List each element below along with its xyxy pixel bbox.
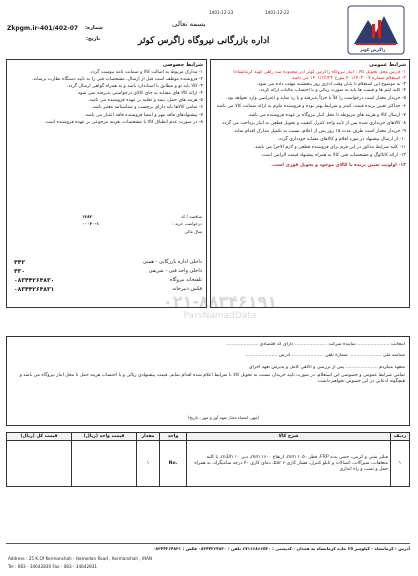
special-term-1: ۱- مدارک مربوط به اصالت کالا و ضمانت نامه پیوست گردد. [89, 70, 203, 75]
cell-unit: No. [160, 441, 187, 487]
special-term-5: ۵- هزینه های حمل، بیمه و تخلیه بر عهده فروشنده می باشد. [88, 98, 203, 104]
company-logo [346, 4, 406, 56]
col-unit-price: قیمت واحد (ریال) [72, 433, 137, 441]
special-term-6: ۶- تمامی کالاها باید دارای برچسب و شناسنامه معتبر باشد. [91, 105, 203, 111]
col-description: شرح کالا [187, 433, 391, 441]
request-no-value: ۰۰۰۳۰-۱ [82, 221, 100, 227]
watermark-brand: ParsNamadData [183, 311, 257, 321]
cell-description: فیلتر شنی و کربنی، جنس بدنه FRP، قطر ۱۰۵۰ mm، ارتفاع ۱۶۰۰ mm، دبی ۱۰ m3/h، با کلیه متعلقات، شیرآلات، اتصالات و تابلو کنترل، فشار کاری ۶ bar، دمای کاری ۴۰ درجه سانتیگراد، به همراه حمل و نصب و راه اندازی [187, 441, 391, 487]
general-term-5: ۵- خریدار مختار است درخواست را کلاً یا جزئاً پذیرفته و یا رد نماید و اعتراضی وارد نخواهد بود. [226, 96, 406, 102]
special-terms-title: شرایط خصوصی [162, 62, 203, 68]
supplier-line-3: متعهد میگردم ...................... پس از بررسی و آگاهی کامل و پذیرش تعهد اجرای [248, 365, 405, 370]
special-terms-box [6, 59, 207, 308]
contact-row [14, 276, 202, 285]
special-term-8: ۸- در صورت عدم انطباق کالا با مشخصات، هزینه مرجوعی بر عهده فروشنده است. [44, 119, 203, 125]
contact-value: ۴۴۲ [14, 259, 25, 266]
special-terms-list [9, 70, 203, 126]
general-term-3: ۳- به موضوع این استعلام تا پایان وقت اداری روز پنجشنبه مهلت داده می شود. [256, 82, 406, 88]
date-1: 1401-12-22 [265, 10, 290, 15]
footer-address-fa: آدرس : کرمانشاه - کیلومتر ۲۵ جاده کرمانشاه به همدان - کدپستی : ۶۷۱۶۶۸۶۶۵۳۰ تلفن : ۰۸۳۴۴۲۶۴۸۳۰ فکس : ۰۸۳۴۴۲۶۴۸۳۱ [153, 546, 410, 551]
general-term-7: ۷- ارسال کالا و هزینه های مربوطه تا محل انبار نیروگاه بر عهده فروشنده می باشد. [247, 112, 406, 118]
general-term-4: ۴- کلیه آیتم ها و قیمت ها باید به صورت ریالی و با احتساب مالیات ارائه گردد. [258, 88, 406, 94]
cell-unit-price[interactable] [72, 441, 137, 487]
contact-value: ۰۸۳۴۴۲۶۴۸۳۱ [14, 286, 55, 293]
col-total: قیمت کل (ریال) [7, 433, 72, 441]
tender-code-label: مناقصه / کد [181, 214, 202, 219]
contact-row [14, 285, 202, 294]
contact-value: ۴۳۰ [14, 268, 25, 275]
general-terms-title: شرایط عمومی [369, 62, 406, 68]
table-header-row [7, 433, 410, 441]
tender-code-value: ۱۳۸۲ [82, 214, 93, 219]
general-terms-box [210, 59, 410, 308]
date-label: تاریخ: [86, 36, 101, 42]
col-unit: واحد [160, 433, 187, 441]
contact-label: داخلی اداره بازرگانی - همتی [142, 259, 202, 265]
general-term-6: ۶- حداکثر تعیین برنده قیمت کمتر و شرایط بهتر بوده و فروشنده ملزم به ارائه ضمانت کالا می باشد. [215, 104, 406, 110]
request-info [82, 214, 202, 234]
general-term-9: ۹- خریدار مختار است ظرف مدت ۱۵ روز پس از اعلام، نسبت به تکمیل مدارک اقدام نماید. [233, 128, 406, 134]
general-term-1: ۱- آدرس محل تحویل کالا : انبار نیروگاه زاگرس کوثر (در محدوده سه راهی کهنه کرمانشاه) [233, 70, 406, 75]
special-term-3: ۳- کالا باید نو و مطابق با استاندارد باشد و به همراه گواهی ارسال گردد. [66, 84, 203, 90]
contact-label: داخلی واحد فنی - شریفی [148, 268, 202, 274]
date-2: 1401-12-23 [209, 10, 234, 15]
contact-value: ۰۸۳۴۴۲۶۴۸۳۰ [14, 277, 55, 284]
general-term-10: ۱۰- از ارسال پیشنهاد در مورد اقلام و کالاهای مشابه خودداری گردد. [277, 136, 406, 142]
footer-address-en: Address : 25 K.Of Kermanshah - Hamedan Road , Kermanshah , IRAN [8, 556, 153, 561]
signature-label: (مهر، امضاء مجاز تعهد آور و مهر ، تاریخ) [188, 415, 259, 420]
general-term-2: ۲- استعلام شماره ۴۰۱۱۴۰۲۰۰۷ مورخ ۱۴۰۱/۱۲/۲۲ می باشد. [290, 76, 406, 82]
general-terms-list [213, 70, 406, 169]
contact-label: فکس دبیرخانه [172, 286, 202, 292]
ref-number: Zkpgm.ir-401/402-07 [7, 25, 79, 32]
tender-code-row [82, 214, 202, 219]
contact-label: تلفنخانه نیروگاه [169, 277, 202, 283]
supplier-declaration-box [6, 336, 410, 426]
org-title: اداره بازرگانی نیروگاه زاگرس کوثر [138, 36, 270, 46]
request-no-label: درخواست خرید : [172, 221, 202, 227]
supplier-line-1: اینجانب ...................... نماینده شرکت ...................... دارای کد اقتصادی ...................... [226, 342, 405, 347]
general-term-13: ۱۳- اولویت تعیین برنده با کالای موجود و تحویل فوری است. [271, 163, 406, 169]
contact-list [14, 258, 202, 294]
special-term-4: ۴- ارائه کالا های مشابه به جای کالای درخواستی پذیرفته نمی شود. [76, 91, 203, 97]
contact-row [14, 267, 202, 276]
fiscal-year-label: سال مالی [184, 228, 202, 234]
contact-row [14, 258, 202, 267]
general-term-12: ۱۲- ارائه کاتالوگ و مشخصات فنی کالا به همراه پیشنهاد قیمت الزامی است. [260, 153, 406, 159]
general-term-8: ۸- کالاهای خریداری شده پس از تایید واحد کنترل کیفیت و تحویل قطعی به انبار پرداخت می گردد. [220, 120, 406, 126]
footer-phones-en: Tel : 083 - 34642830 Fax : 083 - 34642831 [8, 564, 98, 569]
general-term-11: ۱۱- کلیه شرایط مذکور در این فرم برای فروشنده قطعی و لازم الاجرا می باشد. [253, 144, 406, 150]
supplier-body: تمامی شرایط عمومی و خصوصی این استعلام، در صورت تایید خریدار، نسبت به تحویل کالا با شرایط اعلام شده اقدام نمایم. قیمت پیشنهادی ریالی و با احتساب هزینه حمل تا محل انبار نیروگاه می باشد و هیچگونه ادعایی در این خصوص نخواهم داشت. [19, 373, 405, 385]
logo-text: زاگرس کوثر [360, 47, 386, 52]
cell-qty: ۱ [137, 441, 160, 487]
col-row-no: ردیف [391, 433, 410, 441]
cell-total[interactable] [7, 441, 72, 487]
watermark-phone: ۰۲۱-۸۸۳۴۶۱۹۱ [162, 292, 278, 311]
col-qty: مقدار [137, 433, 160, 441]
basmala: بسمه تعالی [172, 20, 206, 28]
footer-rule [6, 543, 410, 544]
supplier-line-2: شناسه ملی ...................... شماره تلفن ...................... آدرس ...................... [245, 353, 405, 358]
table-row [7, 441, 410, 487]
special-term-2: ۲- فروشنده موظف است قبل از ارسال، مشخصات فنی را به تایید دستگاه نظارت برساند. [31, 77, 203, 83]
cell-row-no: ۱ [391, 441, 410, 487]
items-table [6, 432, 410, 487]
date-strip [207, 9, 319, 17]
ref-label: شماره: [85, 25, 103, 31]
special-term-7: ۷- پیشنهادهای فاقد مهر و امضا فروشنده فاقد اعتبار می باشد. [84, 112, 203, 118]
request-no-row [82, 221, 202, 226]
